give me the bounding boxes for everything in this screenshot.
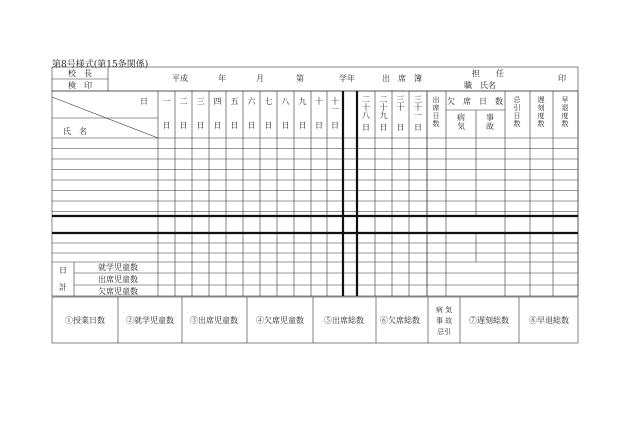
late-label: 数 (537, 120, 545, 128)
early-label: 数 (561, 120, 569, 128)
early-label: 退 (561, 104, 569, 112)
day-unit: 日 (315, 121, 323, 130)
summary-item: ⑦遅刻総数 (469, 316, 509, 325)
attendance-book-label: 出 席 簿 (382, 74, 422, 83)
totals-row-label: 出席児童数 (98, 275, 138, 284)
staff-name-label: 職 氏名 (464, 81, 496, 90)
grade-label: 学年 (339, 74, 355, 83)
day-unit: 日 (331, 121, 339, 130)
day-unit: 日 (264, 121, 273, 130)
summary-item: ⑤出席総数 (324, 316, 364, 325)
day-number: 十 (315, 97, 323, 106)
late-label: 度 (537, 112, 545, 120)
form-title: 第8号様式(第15条関係) (52, 60, 149, 70)
dai-label: 第 (296, 74, 304, 83)
day-unit: 日 (230, 121, 239, 130)
totals-row-label: 欠席児童数 (98, 287, 138, 296)
attend-days-label: 日 (432, 112, 440, 120)
homeroom-label: 担 任 (472, 69, 504, 78)
day-number: 十 (396, 103, 405, 112)
seal-label: 印 (558, 74, 566, 83)
day-number: 七 (264, 97, 273, 106)
name-label: 氏 名 (63, 127, 87, 136)
summary-item: ④欠席児童数 (256, 316, 304, 325)
day-number: 十 (414, 103, 422, 112)
day-unit: 日 (247, 121, 256, 130)
day-number: 二 (379, 95, 388, 104)
summary-item: ⑧早退総数 (529, 316, 569, 325)
summary-item: ①授業日数 (65, 316, 105, 325)
day-number: 二 (362, 95, 370, 104)
breakdown-label: 病 気 (435, 306, 453, 314)
sick-label: 病 (457, 113, 465, 122)
attend-days-label: 数 (432, 120, 440, 128)
day-unit: 日 (196, 121, 205, 130)
day-number: 十 (379, 103, 388, 112)
totals-row-label: 就学児童数 (98, 263, 138, 272)
day-number: 八 (281, 97, 290, 106)
day-number: 九 (298, 97, 307, 106)
late-label: 遅 (537, 96, 545, 104)
day-number: 三 (414, 95, 422, 104)
mourning-label: 忌 (513, 96, 521, 104)
inspection-label: 検 印 (68, 81, 92, 90)
day-number: 五 (230, 97, 239, 106)
attend-days-label: 出 (432, 96, 440, 104)
month-label: 月 (256, 74, 264, 83)
day-unit: 日 (179, 121, 188, 130)
late-label: 刻 (537, 104, 545, 112)
era-label: 平成 (172, 74, 188, 83)
day-number: 十 (331, 97, 339, 106)
principal-label: 校 長 (68, 69, 92, 78)
day-number: 九 (379, 111, 388, 120)
early-label: 早 (561, 96, 569, 104)
day-unit: 日 (362, 123, 370, 132)
day-unit: 日 (414, 123, 422, 132)
accident-label: 事 (486, 113, 494, 122)
totals-side-top: 日 (59, 266, 67, 275)
day-unit: 日 (298, 121, 307, 130)
year-label: 年 (218, 74, 226, 83)
sick-label: 気 (457, 122, 465, 131)
absent-days-label: 欠 席 日 数 (447, 97, 503, 106)
day-number: 四 (213, 97, 222, 106)
breakdown-label: 事 故 (435, 317, 453, 325)
day-number: 十 (362, 103, 370, 112)
attend-days-label: 席 (432, 104, 440, 112)
day-number: 二 (179, 97, 188, 106)
mourning-label: 日 (513, 112, 521, 120)
day-number: 一 (331, 105, 339, 114)
mourning-label: 数 (513, 120, 521, 128)
breakdown-label: 忌引 (437, 328, 451, 336)
day-number: 一 (162, 97, 171, 106)
day-unit: 日 (162, 121, 171, 130)
day-number: 一 (414, 111, 422, 120)
early-label: 度 (561, 112, 569, 120)
day-number: 三 (196, 97, 205, 106)
mourning-label: 引 (513, 104, 521, 112)
accident-label: 故 (486, 122, 494, 131)
day-unit: 日 (213, 121, 222, 130)
day-number: 六 (247, 97, 256, 106)
day-unit: 日 (281, 121, 290, 130)
summary-item: ⑥欠席総数 (380, 316, 420, 325)
summary-item: ②就学児童数 (126, 316, 174, 325)
day-unit: 日 (379, 123, 388, 132)
day-label: 日 (140, 97, 148, 106)
totals-side-bottom: 計 (59, 283, 67, 292)
summary-item: ③出席児童数 (190, 316, 238, 325)
day-number: 三 (396, 95, 405, 104)
day-unit: 日 (396, 123, 405, 132)
day-number: 八 (362, 111, 370, 120)
